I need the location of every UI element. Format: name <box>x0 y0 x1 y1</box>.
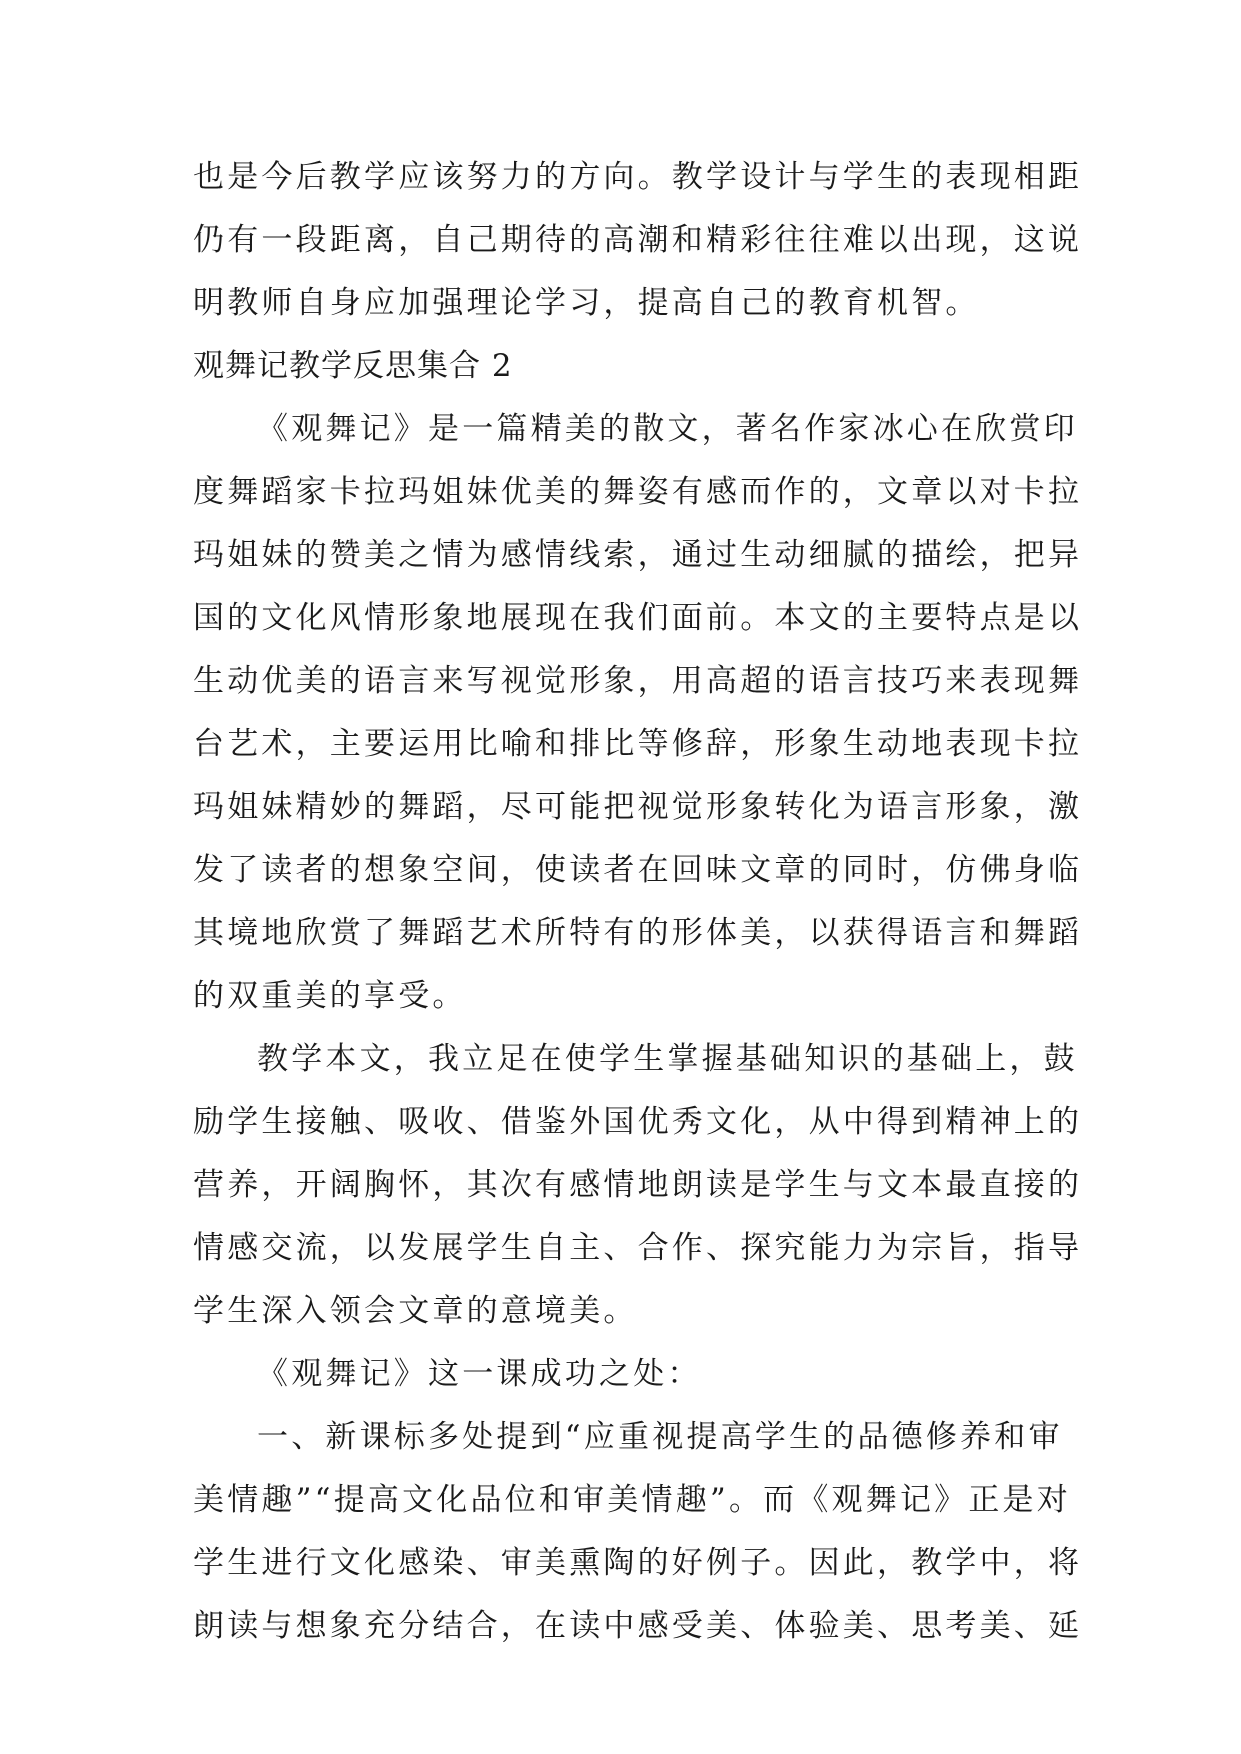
text-line: 的双重美的享受。 <box>193 978 467 1014</box>
text-line: 发了读者的想象空间，使读者在回味文章的同时，仿佛身临 <box>193 852 1083 888</box>
text-line: 励学生接触、吸收、借鉴外国优秀文化，从中得到精神上的 <box>193 1104 1083 1140</box>
text-line: 其境地欣赏了舞蹈艺术所特有的形体美，以获得语言和舞蹈 <box>193 915 1083 951</box>
paragraph-4 <box>193 1406 1083 1658</box>
text-line: 台艺术，主要运用比喻和排比等修辞，形象生动地表现卡拉 <box>193 726 1083 762</box>
section-title: 观舞记教学反思集合 2 <box>193 348 513 384</box>
paragraph-continued <box>193 146 1083 335</box>
text-line: 生动优美的语言来写视觉形象，用高超的语言技巧来表现舞 <box>193 663 1083 699</box>
text-line: 学生进行文化感染、审美熏陶的好例子。因此，教学中，将 <box>193 1545 1083 1581</box>
text-line: 营养，开阔胸怀，其次有感情地朗读是学生与文本最直接的 <box>193 1167 1083 1203</box>
document-body <box>193 146 1083 1658</box>
paragraph-1 <box>193 398 1083 1028</box>
text-line: 明教师自身应加强理论学习，提高自己的教育机智。 <box>193 285 980 321</box>
paragraph-2 <box>193 1028 1083 1343</box>
text-line: 一、新课标多处提到“应重视提高学生的品德修养和审 <box>257 1419 1063 1455</box>
text-line: 仍有一段距离，自己期待的高潮和精彩往往难以出现，这说 <box>193 222 1083 258</box>
text-line: 《观舞记》是一篇精美的散文，著名作家冰心在欣赏印 <box>257 411 1078 447</box>
text-line: 度舞蹈家卡拉玛姐妹优美的舞姿有感而作的，文章以对卡拉 <box>193 474 1083 510</box>
text-line: 美情趣”“提高文化品位和审美情趣”。而《观舞记》正是对 <box>193 1482 1071 1518</box>
text-line: 学生深入领会文章的意境美。 <box>193 1293 638 1329</box>
text-line: 也是今后教学应该努力的方向。教学设计与学生的表现相距 <box>193 159 1083 195</box>
text-line: 玛姐妹精妙的舞蹈，尽可能把视觉形象转化为语言形象，激 <box>193 789 1083 825</box>
paragraph-3 <box>193 1343 1053 1406</box>
text-line: 玛姐妹的赞美之情为感情线索，通过生动细腻的描绘，把异 <box>193 537 1083 573</box>
text-line: 国的文化风情形象地展现在我们面前。本文的主要特点是以 <box>193 600 1083 636</box>
text-line: 朗读与想象充分结合，在读中感受美、体验美、思考美、延 <box>193 1608 1083 1644</box>
text-line: 《观舞记》这一课成功之处： <box>257 1356 702 1392</box>
text-line: 情感交流，以发展学生自主、合作、探究能力为宗旨，指导 <box>193 1230 1083 1266</box>
text-line: 教学本文，我立足在使学生掌握基础知识的基础上，鼓 <box>257 1041 1078 1077</box>
